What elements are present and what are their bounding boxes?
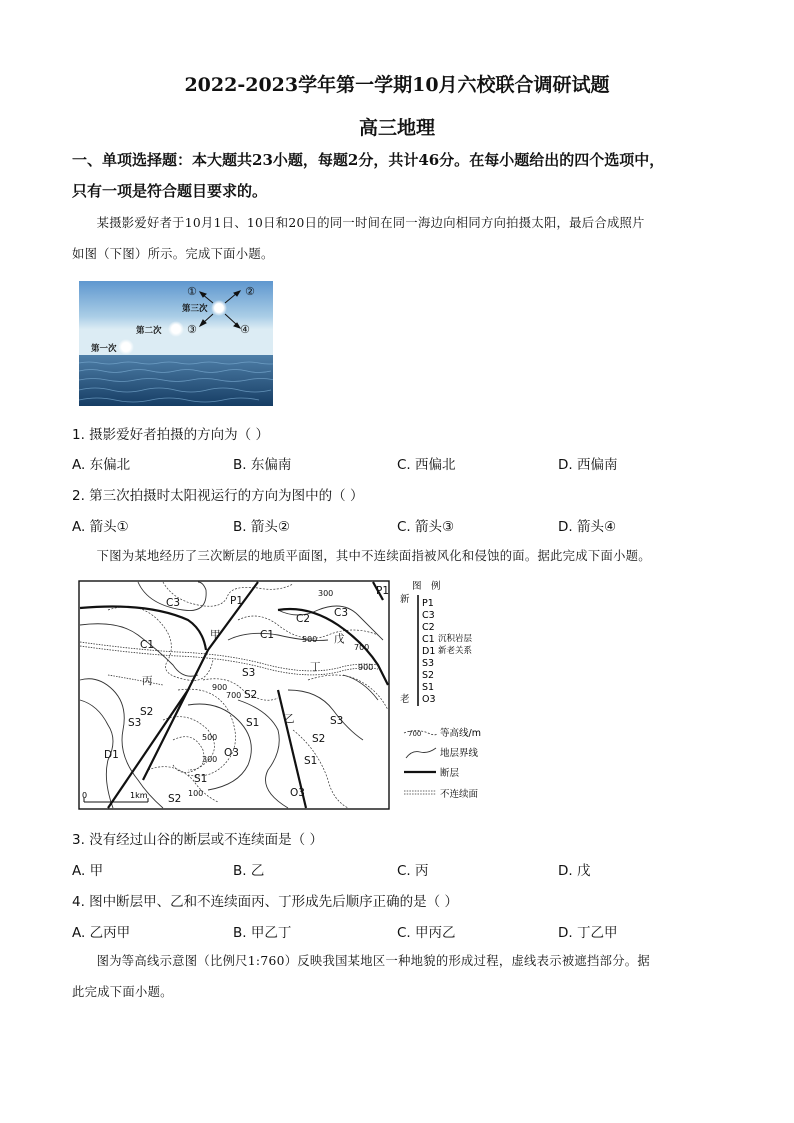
q3-option-d[interactable]: D. 戊 <box>558 863 591 879</box>
label-s3-c: S3 <box>330 715 344 727</box>
label-wu: 戊 <box>334 633 345 645</box>
label-s2-d: S2 <box>312 733 326 745</box>
legend-boundary-label: 地层界线 <box>440 748 479 759</box>
sun-first <box>118 339 134 355</box>
label-yi: 乙 <box>284 713 295 725</box>
q1-option-b[interactable]: B. 东偏南 <box>233 457 292 473</box>
legend-uncon-label: 不连续面 <box>440 789 479 800</box>
legend-stratum-o3: O3 <box>422 694 436 705</box>
label-c3-a: C3 <box>166 597 181 609</box>
q1-option-c[interactable]: C. 西偏北 <box>397 457 456 473</box>
q1-option-d[interactable]: D. 西偏南 <box>558 457 618 473</box>
arrow-label-3: ③ <box>187 323 197 336</box>
legend-svg <box>398 578 508 803</box>
question-2-stem: 2. 第三次拍摄时太阳视运行的方向为图中的（ ） <box>72 488 364 504</box>
section-line-1: 一、单项选择题：本大题共23小题，每题2分，共计46分。在每小题给出的四个选项中， <box>72 151 665 169</box>
legend-desc-1: 沉积岩层 <box>438 634 473 644</box>
contour-label-100: 100 <box>188 789 204 798</box>
legend-stratum-c1: C1 <box>422 634 435 645</box>
label-jia: 甲 <box>210 629 221 641</box>
legend-contour-sample: 700 <box>408 730 422 738</box>
legend-fault-label: 断层 <box>440 768 460 779</box>
exam-title: 2022-2023学年第一学期10月六校联合调研试题 <box>184 74 610 96</box>
q2-option-b[interactable]: B. 箭头② <box>233 519 290 535</box>
q1-option-a[interactable]: A. 东偏北 <box>72 457 131 473</box>
scale-km: 1km <box>130 791 148 800</box>
section-line-2: 只有一项是符合题目要求的。 <box>72 182 268 200</box>
intro1-line-2: 如图（下图）所示。完成下面小题。 <box>72 247 274 261</box>
legend-stratum-s1: S1 <box>422 682 435 693</box>
label-third: 第三次 <box>182 304 208 314</box>
q4-option-d[interactable]: D. 丁乙甲 <box>558 925 618 941</box>
contour-label-700-mid: 700 <box>226 691 242 700</box>
question-1-stem: 1. 摄影爱好者拍摄的方向为（ ） <box>72 427 269 443</box>
arrow-label-1: ① <box>187 285 197 298</box>
geology-map-svg <box>78 580 390 810</box>
label-bing: 丙 <box>142 675 153 687</box>
question-4-stem: 4. 图中断层甲、乙和不连续面丙、丁形成先后顺序正确的是（ ） <box>72 894 458 910</box>
contour-label-300-top: 300 <box>318 589 334 598</box>
intro-paragraph-2: 下图为某地经历了三次断层的地质平面图，其中不连续面指被风化和侵蚀的面。据此完成下面小题。 <box>96 549 651 563</box>
question-3-stem: 3. 没有经过山谷的断层或不连续面是（ ） <box>72 832 323 848</box>
label-first: 第一次 <box>91 344 117 354</box>
label-c1-a: C1 <box>140 639 155 651</box>
label-p1-b: P1 <box>376 585 390 597</box>
intro1-line-1: 某摄影爱好者于10月1日、10日和20日的同一时间在同一海边向相同方向拍摄太阳，最后合成照片 <box>96 216 645 230</box>
legend-stratum-c3: C3 <box>422 610 435 621</box>
legend-stratum-p1: P1 <box>422 598 434 609</box>
legend-boundary-line <box>406 748 436 758</box>
exam-subtitle: 高三地理 <box>358 117 435 139</box>
legend-stratum-c2: C2 <box>422 622 435 633</box>
map-legend <box>398 578 508 803</box>
q4-option-c[interactable]: C. 甲丙乙 <box>397 925 456 941</box>
q3-option-c[interactable]: C. 丙 <box>397 863 429 879</box>
q4-option-a[interactable]: A. 乙丙甲 <box>72 925 131 941</box>
arrow-label-2: ② <box>245 285 255 298</box>
sun-third <box>211 300 227 316</box>
contour-label-300-mid: 300 <box>202 755 218 764</box>
legend-desc-2: 新老关系 <box>438 646 473 656</box>
legend-contour-label: 等高线/m <box>440 728 481 739</box>
label-s2-e: S2 <box>168 793 182 805</box>
label-d1: D1 <box>104 749 119 761</box>
q2-option-c[interactable]: C. 箭头③ <box>397 519 455 535</box>
label-s2-b: S2 <box>140 706 154 718</box>
legend-stratum-d1: D1 <box>422 646 436 657</box>
sun-photo-figure <box>79 281 273 406</box>
label-second: 第二次 <box>136 326 162 336</box>
legend-new: 新 <box>400 594 410 605</box>
legend-stratum-s3: S3 <box>422 658 435 669</box>
sun-second <box>168 321 184 337</box>
contour-label-500-mid: 500 <box>202 733 218 742</box>
q2-option-a[interactable]: A. 箭头① <box>72 519 129 535</box>
geology-map-figure <box>78 580 390 810</box>
arrow-label-4: ④ <box>240 323 250 336</box>
contour-label-900-mid: 900 <box>212 683 228 692</box>
q3-option-a[interactable]: A. 甲 <box>72 863 104 879</box>
label-ding: 丁 <box>310 661 321 673</box>
intro-paragraph-3 <box>72 946 732 1008</box>
q4-option-b[interactable]: B. 甲乙丁 <box>233 925 292 941</box>
label-o3-b: O3 <box>290 787 305 799</box>
intro-paragraph-1 <box>72 208 732 270</box>
contour-label-700-top: 700 <box>354 643 370 652</box>
contour-label-500-top: 500 <box>302 635 318 644</box>
label-o3-a: O3 <box>224 747 239 759</box>
sun-photo-svg <box>79 281 273 406</box>
label-p1-a: P1 <box>230 595 244 607</box>
label-c3-b: C3 <box>334 607 349 619</box>
label-s3-b: S3 <box>128 717 142 729</box>
legend-stratum-s2: S2 <box>422 670 435 681</box>
scale-zero: 0 <box>82 791 88 800</box>
label-s3-a: S3 <box>242 667 256 679</box>
intro3-line-1: 图为等高线示意图（比例尺1:760）反映我国某地区一种地貌的形成过程，虚线表示被遮挡部分。据 <box>96 954 651 968</box>
label-s1-b: S1 <box>194 773 208 785</box>
label-s1-a: S1 <box>246 717 260 729</box>
q2-option-d[interactable]: D. 箭头④ <box>558 519 617 535</box>
section-heading <box>72 145 732 207</box>
label-s1-c: S1 <box>304 755 318 767</box>
legend-title: 图 例 <box>412 581 441 592</box>
legend-old: 老 <box>400 694 410 705</box>
q3-option-b[interactable]: B. 乙 <box>233 863 265 879</box>
label-c2: C2 <box>296 613 311 625</box>
label-c1-b: C1 <box>260 629 275 641</box>
label-s2-a: S2 <box>244 689 258 701</box>
intro3-line-2: 此完成下面小题。 <box>72 985 173 999</box>
contour-label-900-right: 900 <box>358 663 374 672</box>
